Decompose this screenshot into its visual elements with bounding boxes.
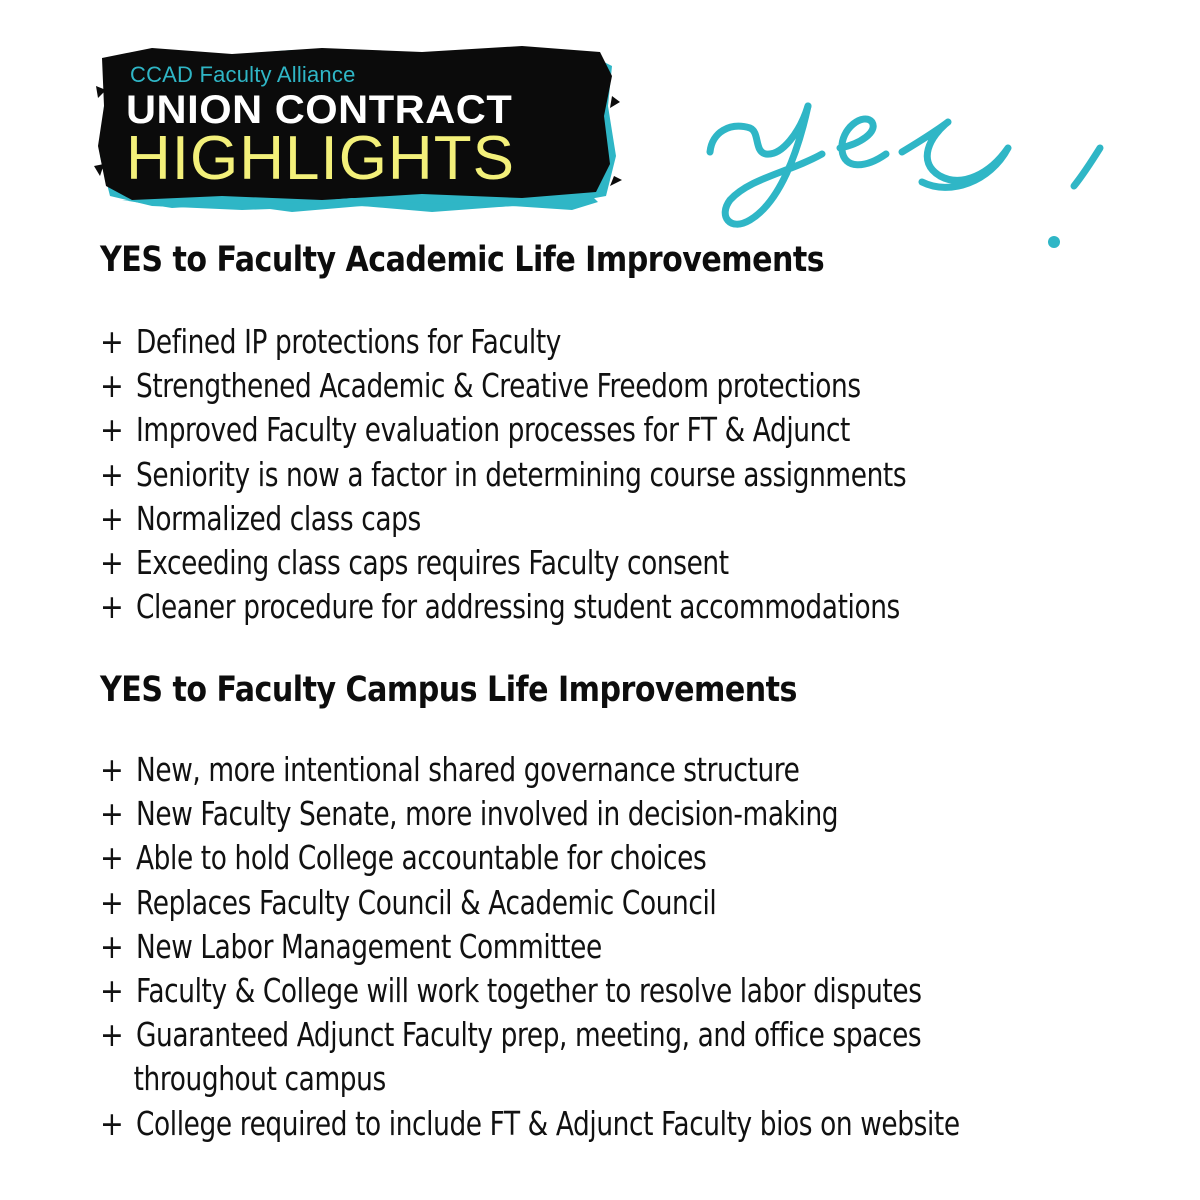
academic-improvements-list [100, 320, 1099, 629]
list-item: + College required to include FT & Adjunct Faculty bios on website [100, 1102, 1166, 1146]
header-title-line2: HIGHLIGHTS [126, 124, 515, 193]
list-item: + Guaranteed Adjunct Faculty prep, meeting, and office spaces throughout campus [100, 1013, 1166, 1101]
list-item: + New Faculty Senate, more involved in decision-making [100, 792, 1166, 836]
list-item: + Seniority is now a factor in determining course assignments [100, 453, 1099, 497]
plus-icon: + [100, 543, 124, 583]
list-item: + Strengthened Academic & Creative Freedom protections [100, 364, 1099, 408]
campus-improvements-list [100, 748, 1166, 1146]
plus-icon: + [100, 322, 124, 361]
plus-icon: + [100, 366, 124, 406]
plus-icon: + [100, 1103, 124, 1143]
list-item: + Cleaner procedure for addressing student accommodations [100, 585, 1099, 629]
list-item: + Normalized class caps [100, 497, 1099, 541]
plus-icon: + [100, 587, 124, 627]
org-name: CCAD Faculty Alliance [130, 62, 356, 87]
plus-icon: + [100, 838, 124, 878]
list-item: + Able to hold College accountable for choices [100, 836, 1166, 880]
list-item: + Exceeding class caps requires Faculty consent [100, 541, 1099, 585]
header-title-line1: UNION CONTRACT [126, 88, 513, 132]
plus-icon: + [100, 410, 124, 450]
plus-icon: + [100, 971, 124, 1011]
section-heading-campus: YES to Faculty Campus Life Improvements [100, 670, 797, 710]
list-item: + New, more intentional shared governance structure [100, 748, 1166, 792]
plus-icon: + [100, 794, 124, 834]
section-heading-academic: YES to Faculty Academic Life Improvements [100, 240, 825, 280]
list-item: + Replaces Faculty Council & Academic Council [100, 881, 1166, 925]
plus-icon: + [100, 454, 124, 494]
plus-icon: + [100, 926, 124, 966]
plus-icon: + [100, 1015, 124, 1055]
handwritten-yes-logo [690, 92, 1130, 262]
list-item: + Improved Faculty evaluation processes for FT & Adjunct [100, 408, 1099, 452]
plus-icon: + [100, 882, 124, 922]
list-item-continuation: throughout campus [133, 1059, 386, 1099]
list-item: + New Labor Management Committee [100, 925, 1166, 969]
plus-icon: + [100, 750, 124, 789]
list-item: + Defined IP protections for Faculty [100, 320, 1099, 364]
plus-icon: + [100, 498, 124, 538]
header-badge [92, 46, 622, 214]
list-item: + Faculty & College will work together to resolve labor disputes [100, 969, 1166, 1013]
